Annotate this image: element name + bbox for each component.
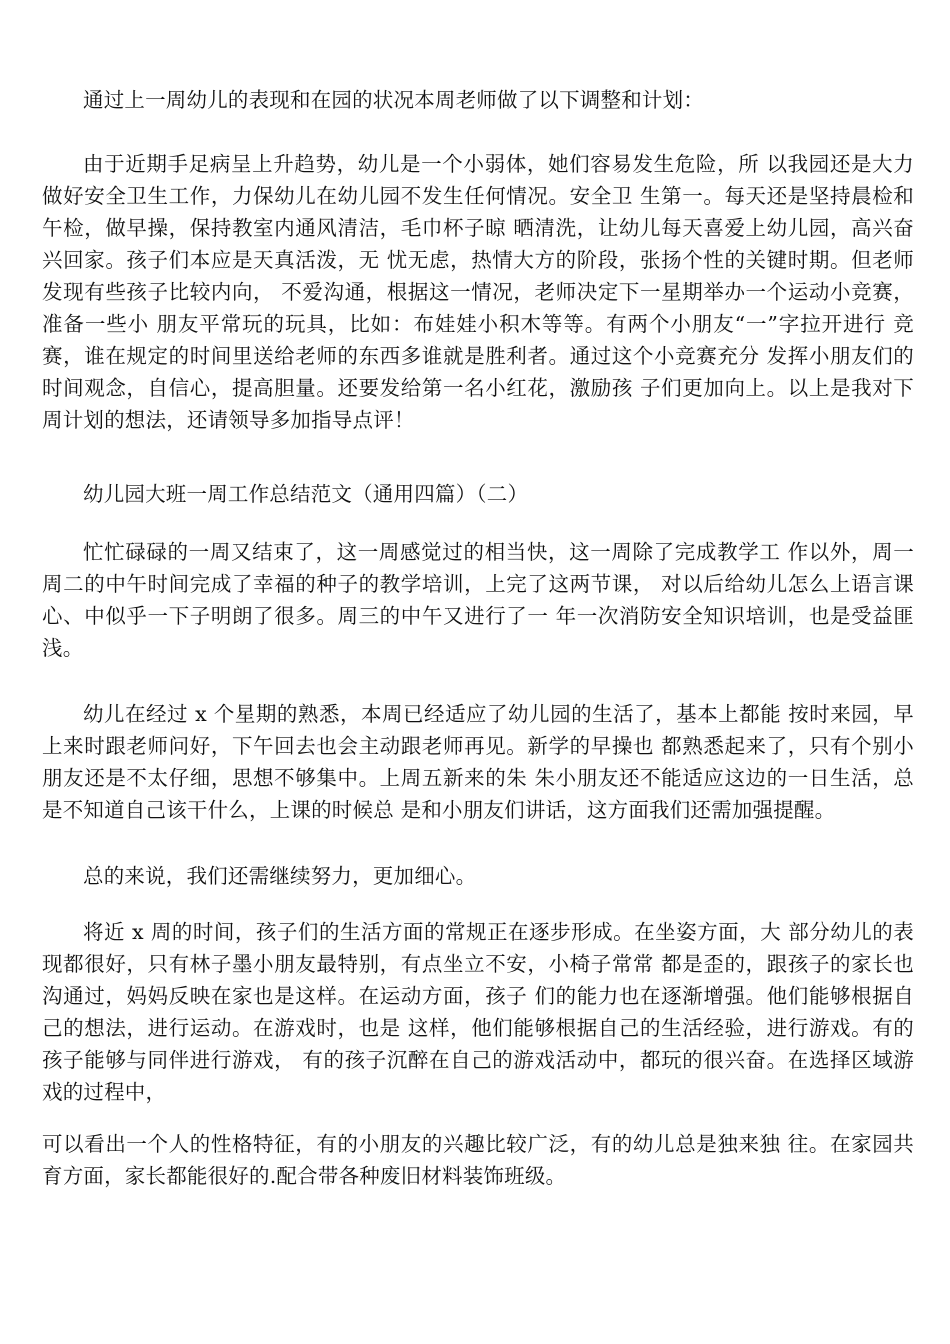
adaptation-paragraph: 幼儿在经过 x 个星期的熟悉，本周已经适应了幼儿园的生活了，基本上都能 按时来园，早上来时跟老师问好，下午回去也会主动跟老师再见。新学的早操也 都熟悉起来了，只有个别小朋友还是不太仔细，思想不够集中。上周五新来的朱 朱小朋友还不能适应这边的一日生活，总是不知道自己该干什么，上课的时候总 是和小朋友们讲话，这方面我们还需加强提醒。 — [42, 702, 914, 822]
intro-paragraph: 通过上一周幼儿的表现和在园的状况本周老师做了以下调整和计划： — [83, 88, 704, 112]
routine-paragraph: 将近 x 周的时间，孩子们的生活方面的常规正在逐步形成。在坐姿方面，大 部分幼儿的表现都很好，只有林子墨小朋友最特别，有点坐立不安，小椅子常常 都是歪的，跟孩子的家长也沟通过，妈妈反映在家也是这样。在运动方面，孩子 们的能力也在逐渐增强。他们能够根据自己的想法，进行运动。在游戏时，也是 这样，他们能够根据自己的生活经验，进行游戏。有的孩子能够与同伴进行游戏， 有的孩子沉醉在自己的游戏活动中，都玩的很兴奋。在选择区域游戏的过程中， — [42, 920, 914, 1104]
personality-paragraph: 可以看出一个人的性格特征，有的小朋友的兴趣比较广泛，有的幼儿总是独来独 往。在家园共育方面，家长都能很好的.配合带各种废旧材料装饰班级。 — [42, 1132, 914, 1188]
section-heading: 幼儿园大班一周工作总结范文（通用四篇）（二） — [83, 482, 529, 506]
plan-paragraph: 由于近期手足病呈上升趋势，幼儿是一个小弱体，她们容易发生危险，所 以我园还是大力做好安全卫生工作，力保幼儿在幼儿园不发生任何情况。安全卫 生第一。每天还是坚持晨检和午检，做早操，保持教室内通风清洁，毛巾杯子晾 晒清洗，让幼儿每天喜爱上幼儿园，高兴奋兴回家。孩子们本应是天真活泼，无 忧无虑，热情大方的阶段，张扬个性的关键时期。但老师发现有些孩子比较内向， 不爱沟通，根据这一情况，老师决定下一星期举办一个运动小竞赛，准备一些小 朋友平常玩的玩具，比如：布娃娃小积木等等。有两个小朋友“一”字拉开进行 竞赛，谁在规定的时间里送给老师的东西多谁就是胜利者。通过这个小竞赛充分 发挥小朋友们的时间观念，自信心，提高胆量。还要发给第一名小红花，激励孩 子们更加向上。以上是我对下周计划的想法，还请领导多加指导点评！ — [42, 152, 914, 432]
conclusion-paragraph: 总的来说，我们还需继续努力，更加细心。 — [83, 864, 477, 888]
week-summary-paragraph: 忙忙碌碌的一周又结束了，这一周感觉过的相当快，这一周除了完成教学工 作以外，周一周二的中午时间完成了幸福的种子的教学培训，上完了这两节课， 对以后给幼儿怎么上语言课心、中似乎一下子明朗了很多。周三的中午又进行了一 年一次消防安全知识培训，也是受益匪浅。 — [42, 540, 914, 660]
